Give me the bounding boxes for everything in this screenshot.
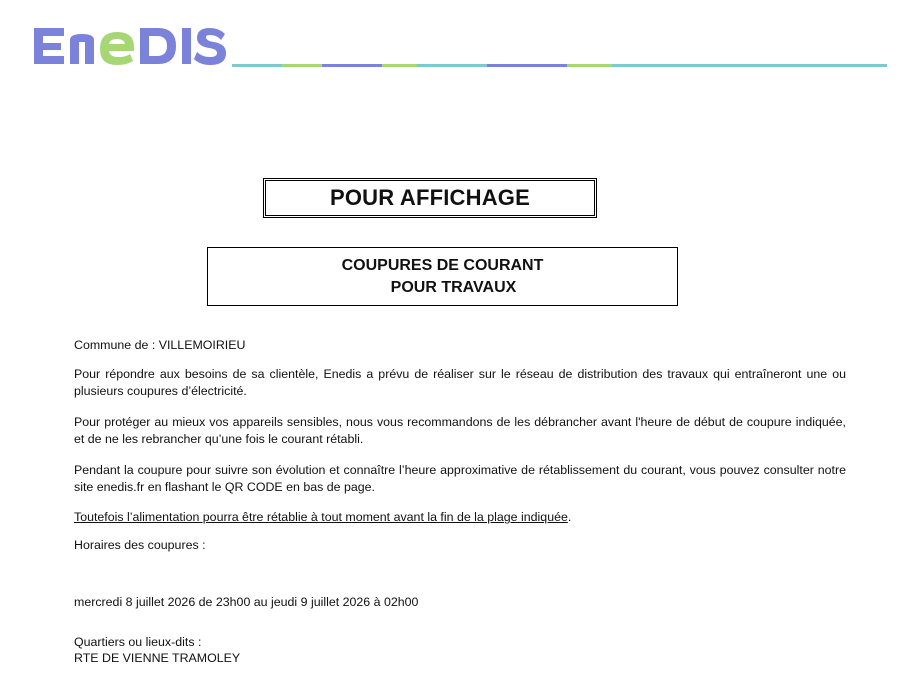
rule-segment [612,64,887,67]
warning-period: . [567,510,572,525]
display-title-box [263,178,597,218]
warning-text: Toutefois l’alimentation pourra être rétablie à tout moment avant la fin de la plage indiquée [74,510,568,525]
rule-segment [567,64,612,67]
rule-segment [282,64,322,67]
rule-segment [487,64,567,67]
header-decorative-rule [232,64,887,67]
notice-subtitle-line2: POUR TRAVAUX [390,278,517,296]
places-value: RTE DE VIENNE TRAMOLEY [74,651,241,666]
commune-line: Commune de : VILLEMOIRIEU [74,338,246,353]
rule-segment [417,64,487,67]
paragraph-intro: Pour répondre aux besoins de sa clientèle, Enedis a prévu de réaliser sur le réseau de distribution des travaux qui entraîneront une ou plusieurs coupures d’électricité. [74,367,846,398]
enedis-logo [30,22,230,70]
places-label: Quartiers ou lieux-dits : [74,635,202,650]
display-title: POUR AFFICHAGE [330,185,530,210]
paragraph-protection: Pour protéger au mieux vos appareils sensibles, nous vous recommandons de les débrancher avant l'heure de début de coupure indiquée, et de ne les rebrancher qu’une fois le courant rétabli. [74,415,846,446]
rule-segment [232,64,282,67]
paragraph-tracking: Pendant la coupure pour suivre son évolution et connaître l’heure approximative de rétablissement du courant, vous pouvez consulter notre site enedis.fr en flashant le QR CODE en bas de page. [74,463,846,494]
enedis-logo-mark [30,22,230,70]
warning-line [74,509,846,526]
notice-subtitle-line1: COUPURES DE COURANT [341,256,544,274]
rule-segment [322,64,382,67]
rule-segment [382,64,417,67]
schedule-label: Horaires des coupures : [74,538,206,553]
schedule-value: mercredi 8 juillet 2026 de 23h00 au jeudi 9 juillet 2026 à 02h00 [74,595,419,610]
notice-subtitle-box [207,247,678,306]
